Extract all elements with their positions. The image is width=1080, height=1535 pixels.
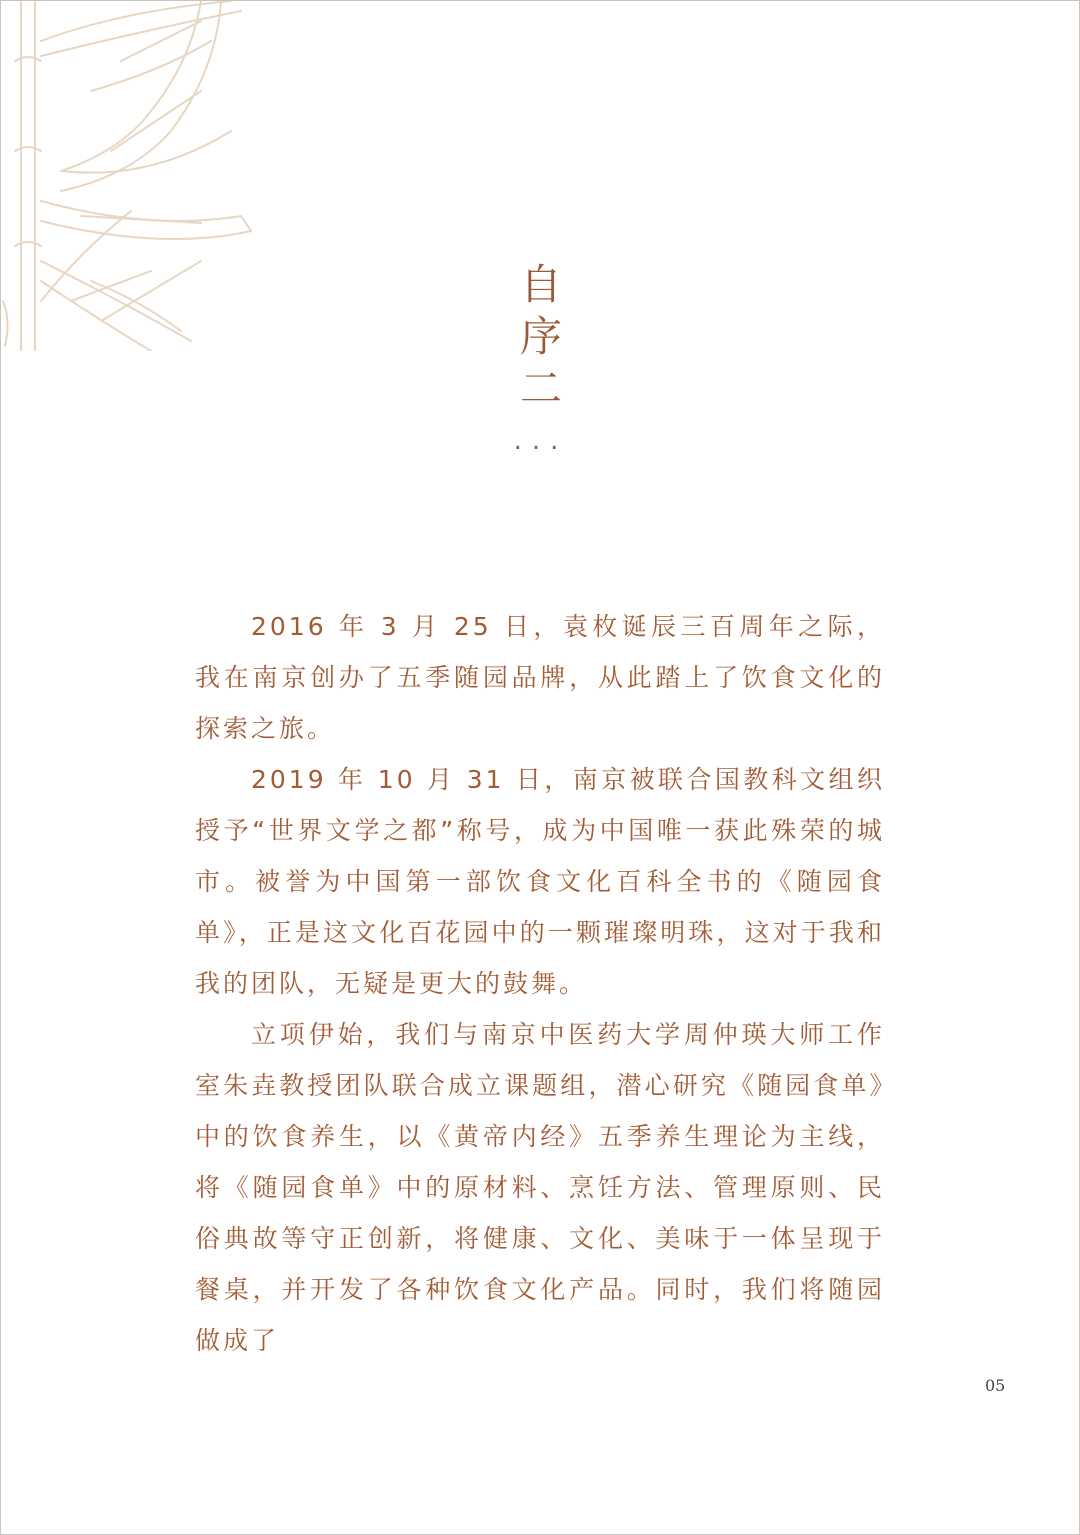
title-char: 二 (519, 364, 562, 413)
title-char: 序 (519, 312, 562, 361)
title-char: 自 (519, 260, 562, 309)
paragraph: 立项伊始，我们与南京中医药大学周仲瑛大师工作室朱垚教授团队联合成立课题组，潜心研究《随园食单》中的饮食养生，以《黄帝内经》五季养生理论为主线，将《随园食单》中的原材料、烹饪方法、管理原则、民俗典故等守正创新，将健康、文化、美味于一体呈现于餐桌，并开发了各种饮食文化产品。同时，我们将随园做成了 (195, 1020, 885, 1355)
page-title (509, 259, 573, 415)
page-number: 05 (985, 1376, 1006, 1395)
paragraph: 2019 年 10 月 31 日，南京被联合国教科文组织授予“世界文学之都”称号，成为中国唯一获此殊荣的城市。被誉为中国第一部饮食文化百科全书的《随园食单》，正是这文化百花园中的一颗璀璨明珠，这对于我和我的团队，无疑是更大的鼓舞。 (195, 765, 885, 998)
title-ornament-dots: ... (513, 426, 569, 456)
bamboo-sketch-icon (1, 1, 361, 351)
paragraph: 2016 年 3 月 25 日，袁枚诞辰三百周年之际，我在南京创办了五季随园品牌，从此踏上了饮食文化的探索之旅。 (195, 612, 885, 743)
body-text (195, 601, 885, 1366)
